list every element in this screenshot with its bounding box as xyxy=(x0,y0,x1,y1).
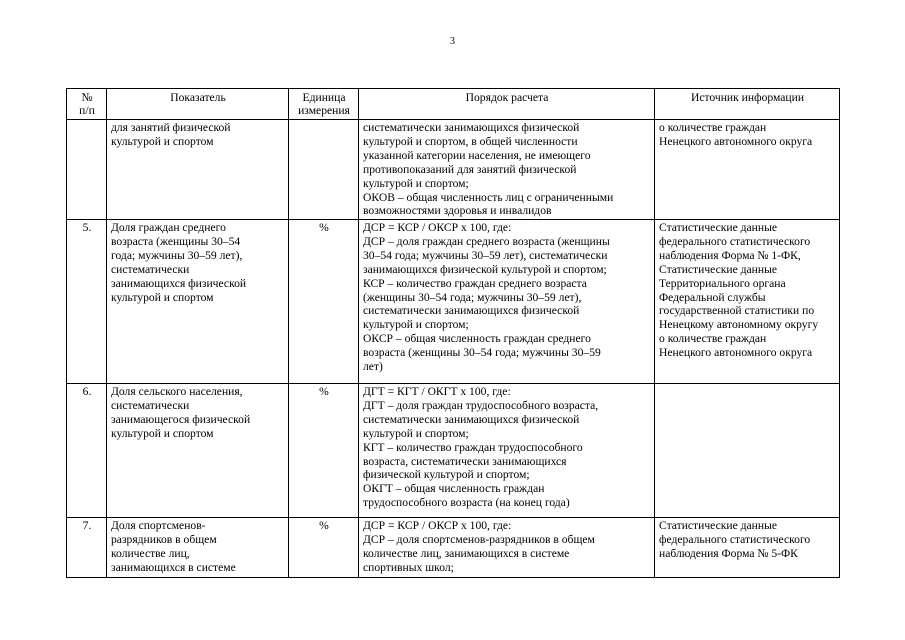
source-cell: Статистические данные федерального статистического наблюдения Форма № 5-ФК xyxy=(655,518,840,578)
table-row xyxy=(67,220,840,384)
calculation-cell: систематически занимающихся физической культурой и спортом, в общей численности указанной категории населения, не имеющего противопоказаний для занятий физической культурой и спортом; ОКОВ – общая численность лиц с ограниченными возможностями здоровья и инвалидов xyxy=(359,120,655,220)
header-indicator: Показатель xyxy=(107,89,289,120)
unit-cell: % xyxy=(289,518,359,578)
row-number: 5. xyxy=(67,220,107,384)
page-number: 3 xyxy=(450,36,455,47)
indicators-table xyxy=(66,88,840,578)
table-header-row xyxy=(67,89,840,120)
source-cell: о количестве граждан Ненецкого автономного округа xyxy=(655,120,840,220)
calculation-cell: ДСР = КСР / ОКСР x 100, где: ДСР – доля спортсменов-разрядников в общем количестве лиц, занимающихся в системе спортивных школ; xyxy=(359,518,655,578)
row-number: 7. xyxy=(67,518,107,578)
header-unit: Единица измерения xyxy=(289,89,359,120)
indicator-cell: Доля сельского населения, систематически занимающегося физической культурой и спортом xyxy=(107,384,289,518)
unit-cell: % xyxy=(289,384,359,518)
calculation-cell: ДСР = КСР / ОКСР x 100, где: ДСР – доля граждан среднего возраста (женщины 30–54 года; мужчины 30–59 лет), систематически занимающихся физической культурой и спортом; КСР – количество граждан среднего возраста (женщины 30–54 года; мужчины 30–59 лет), систематически занимающихся физической культурой и спортом; ОКСР – общая численность граждан среднего возраста (женщины 30–54 года; мужчины 30–59 лет) xyxy=(359,220,655,384)
unit-cell xyxy=(289,120,359,220)
unit-cell: % xyxy=(289,220,359,384)
row-number xyxy=(67,120,107,220)
source-cell xyxy=(655,384,840,518)
indicator-cell: Доля граждан среднего возраста (женщины 30–54 года; мужчины 30–59 лет), систематически занимающихся физической культурой и спортом xyxy=(107,220,289,384)
row-number: 6. xyxy=(67,384,107,518)
table-row xyxy=(67,518,840,578)
source-cell: Статистические данные федерального статистического наблюдения Форма № 1-ФК, Статистические данные Территориального органа Федеральной службы государственной статистики по Ненецкому автономному округу о количестве граждан Ненецкого автономного округа xyxy=(655,220,840,384)
header-calculation: Порядок расчета xyxy=(359,89,655,120)
table-row xyxy=(67,120,840,220)
header-source: Источник информации xyxy=(655,89,840,120)
indicator-cell: для занятий физической культурой и спортом xyxy=(107,120,289,220)
calculation-cell: ДГТ = КГТ / ОКГТ x 100, где: ДГТ – доля граждан трудоспособного возраста, систематически занимающихся физической культурой и спортом; КГТ – количество граждан трудоспособного возраста, систематически занимающихся физической культурой и спортом; ОКГТ – общая численность граждан трудоспособного возраста (на конец года) xyxy=(359,384,655,518)
table-row xyxy=(67,384,840,518)
indicator-cell: Доля спортсменов- разрядников в общем количестве лиц, занимающихся в системе xyxy=(107,518,289,578)
header-num: № п/п xyxy=(67,89,107,120)
